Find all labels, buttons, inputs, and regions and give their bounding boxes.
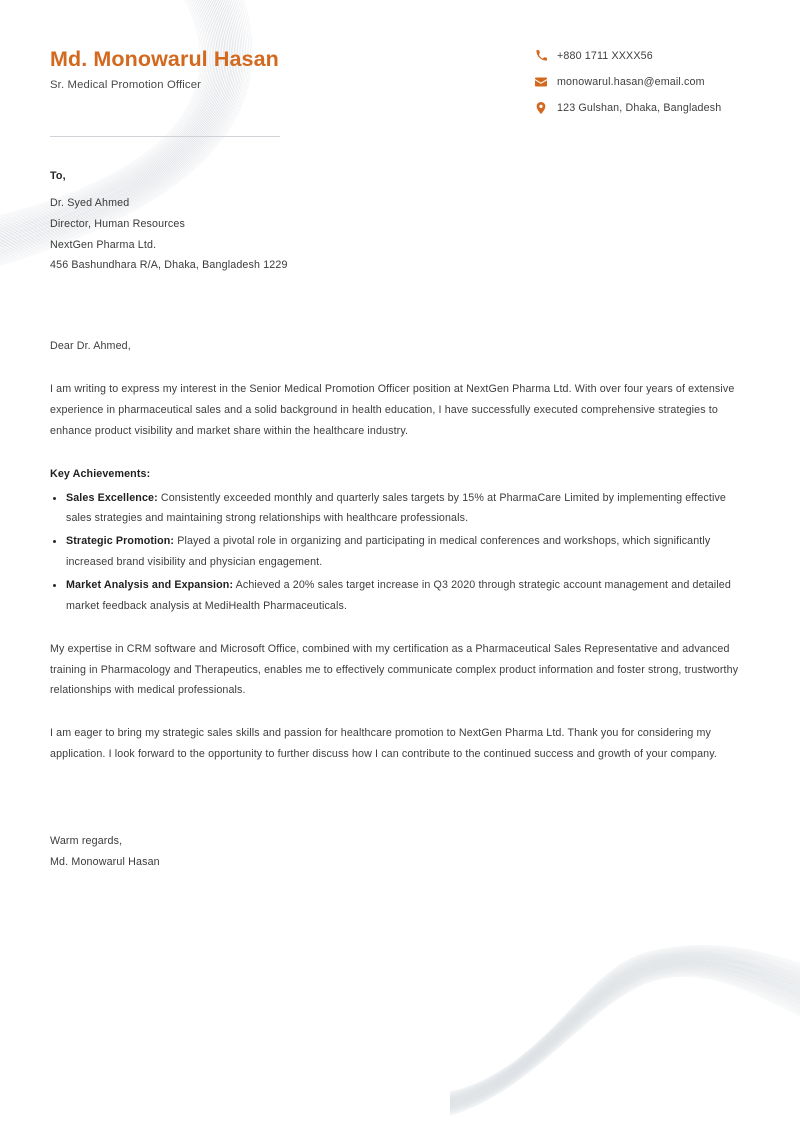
contact-value-email: monowarul.hasan@email.com	[557, 75, 705, 88]
letter-body	[0, 336, 800, 765]
list-item	[50, 488, 750, 530]
list-item	[50, 531, 750, 573]
salutation: Dear Dr. Ahmed,	[50, 340, 131, 353]
achievement-label: Market Analysis and Expansion:	[66, 579, 234, 592]
letter-header	[0, 0, 800, 114]
closing-paragraph: I am eager to bring my strategic sales skills and passion for healthcare promotion to NextGen Pharma Ltd. Thank you for considering my application. I look forward to the opportunity to further discuss how I can contribute to the continued success and growth of your company.	[50, 727, 717, 761]
phone-icon	[535, 49, 547, 62]
location-pin-icon	[535, 101, 547, 114]
contact-value-address: 123 Gulshan, Dhaka, Bangladesh	[557, 101, 722, 114]
achievements-list	[50, 488, 750, 617]
signature-block	[0, 831, 800, 873]
contact-item-phone[interactable]	[535, 49, 750, 62]
list-item	[50, 575, 750, 617]
recipient-company: NextGen Pharma Ltd.	[50, 238, 157, 251]
intro-paragraph: I am writing to express my interest in the Senior Medical Promotion Officer position at NextGen Pharma Ltd. With over four years of extensive experience in pharmaceutical sales and a solid background in health education, I have successfully executed comprehensive strategies to enhance product visibility and market share within the healthcare industry.	[50, 383, 735, 437]
achievement-label: Strategic Promotion:	[66, 535, 175, 548]
decorative-wave-bottom-right	[450, 917, 800, 1132]
recipient-block	[0, 137, 800, 276]
signature-name: Md. Monowarul Hasan	[50, 855, 160, 868]
contact-item-address[interactable]	[535, 101, 750, 114]
contact-value-phone: +880 1711 XXXX56	[557, 49, 653, 62]
achievements-heading: Key Achievements:	[50, 467, 151, 480]
to-label: To,	[50, 170, 66, 182]
envelope-icon	[535, 75, 547, 88]
achievement-text: Achieved a 20% sales target increase in Q3 2020 through strategic account management and detailed market feedback analysis at MediHealth Pharmaceuticals.	[66, 579, 731, 612]
recipient-address: 456 Bashundhara R/A, Dhaka, Bangladesh 1229	[50, 259, 288, 272]
closing-salutation: Warm regards,	[50, 835, 123, 848]
recipient-name: Dr. Syed Ahmed	[50, 196, 130, 209]
job-title: Sr. Medical Promotion Officer	[50, 78, 202, 91]
recipient-position: Director, Human Resources	[50, 217, 186, 230]
identity-block	[50, 44, 279, 91]
achievement-text: Played a pivotal role in organizing and participating in medical conferences and workshops, which significantly increased brand visibility and physician engagement.	[66, 535, 711, 569]
expertise-paragraph: My expertise in CRM software and Microsoft Office, combined with my certification as a Pharmaceutical Sales Representative and advanced training in Pharmacology and Therapeutics, enables me to effectively communicate complex product information and foster strong, trustworthy relationships with medical professionals.	[50, 642, 739, 697]
contact-item-email[interactable]	[535, 75, 750, 88]
page-title: Md. Monowarul Hasan	[50, 47, 279, 71]
contact-list	[535, 49, 750, 114]
achievement-label: Sales Excellence:	[66, 491, 158, 504]
achievement-text: Consistently exceeded monthly and quarterly sales targets by 15% at PharmaCare Limited by implementing effective sales strategies and maintaining strong relationships with healthcare professionals.	[66, 491, 726, 525]
